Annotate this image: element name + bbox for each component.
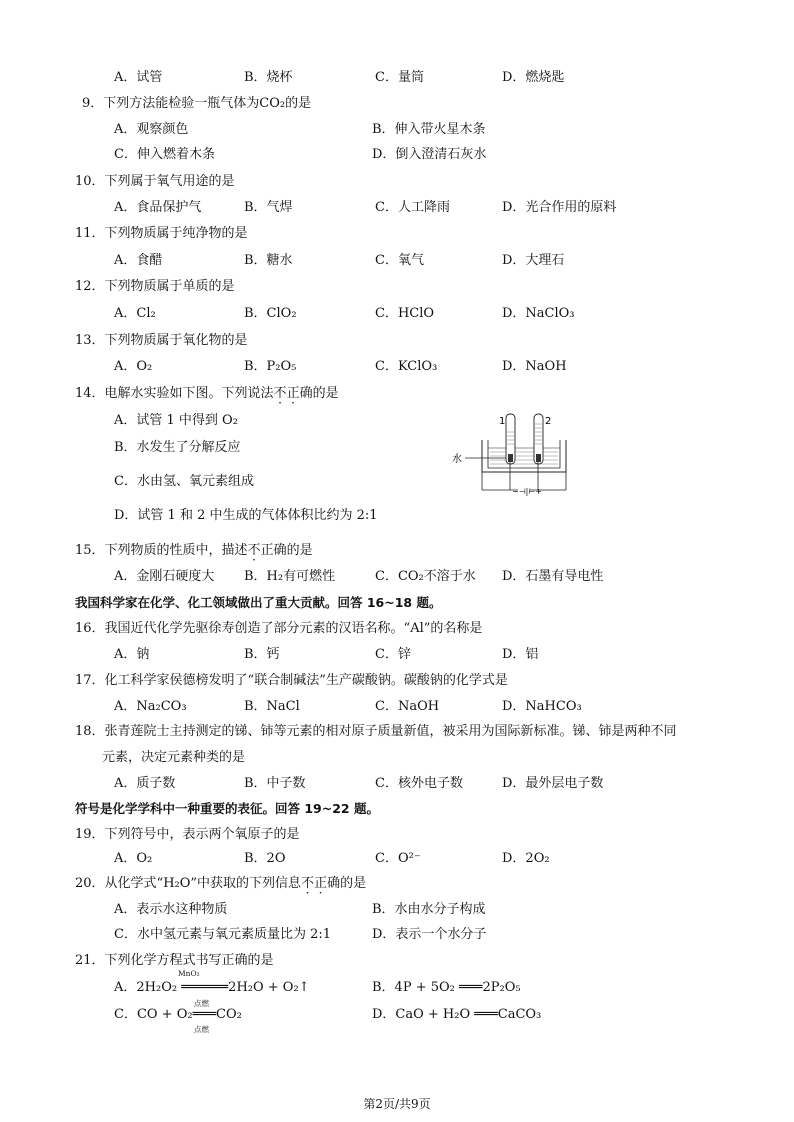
q13-option-c: C．KClO₃: [375, 359, 438, 374]
q8-option-b: B．烧杯: [244, 70, 293, 85]
q16-stem: 16．我国近代化学先驱徐寿创造了部分元素的汉语名称。“Al”的名称是: [75, 621, 483, 636]
q15-option-c: C．CO₂不溶于水: [375, 569, 476, 584]
q10-option-a: A．食品保护气: [114, 200, 202, 215]
q18-option-a: A．质子数: [114, 776, 176, 791]
q10-stem: 10．下列属于氧气用途的是: [75, 174, 235, 189]
q18-option-b: B．中子数: [244, 776, 306, 791]
q10-option-d: D．光合作用的原料: [502, 200, 617, 215]
q12-stem: 12．下列物质属于单质的是: [75, 279, 235, 294]
q17-option-d: D．NaHCO₃: [502, 699, 582, 714]
q21-option-b: B．4P + 5O₂ ═══2P₂O₅: [372, 980, 521, 995]
q20-emphasis-char: 不: [301, 876, 315, 891]
q9-stem: 9．下列方法能检验一瓶气体为CO₂的是: [82, 96, 312, 111]
q15-emphasis-char: 不: [247, 543, 261, 558]
q19-option-d: D．2O₂: [502, 851, 550, 866]
q14-stem: [75, 386, 339, 402]
q16-option-a: A．钠: [114, 647, 150, 662]
q9-option-d: D．倒入澄清石灰水: [372, 147, 487, 162]
page-number: 第2页/共9页: [363, 1097, 431, 1111]
q19-option-c: C．O²⁻: [375, 851, 421, 866]
q8-option-d: D．燃烧匙: [502, 70, 565, 85]
q14-option-b: B．水发生了分解反应: [114, 440, 241, 455]
q8-option-c: C．量筒: [375, 70, 424, 85]
q8-option-a: A．试管: [114, 70, 163, 85]
q21-c-condition-bottom: 点燃: [194, 1025, 209, 1034]
q16-option-d: D．铝: [502, 647, 539, 662]
q17-option-a: A．Na₂CO₃: [114, 699, 187, 714]
q17-option-c: C．NaOH: [375, 699, 440, 714]
q15-option-a: A．金刚石硬度大: [114, 569, 215, 584]
q15-option-b: B．H₂有可燃性: [244, 569, 336, 584]
section-heading: 我国科学家在化学、化工领域做出了重大贡献。回答 16~18 题。: [75, 595, 442, 610]
q15-stem-text: 正确的是: [260, 543, 313, 558]
fig-battery: −⊣|⊢+: [512, 487, 543, 496]
q20-option-b: B．水由水分子构成: [372, 902, 486, 917]
q16-option-c: C．锌: [375, 647, 411, 662]
q11-option-b: B．糖水: [244, 253, 293, 268]
q11-option-a: A．食醋: [114, 253, 163, 268]
q15-stem-text: 15．下列物质的性质中，描述: [75, 543, 248, 558]
q17-option-b: B．NaCl: [244, 699, 300, 714]
q20-stem-text: 20．从化学式“H₂O”中获取的下列信息: [75, 876, 302, 891]
q15-stem: [75, 543, 313, 559]
q10-option-c: C．人工降雨: [375, 200, 450, 215]
q18-option-d: D．最外层电子数: [502, 776, 604, 791]
q21-a-condition: MnO₂: [178, 969, 200, 978]
q19-option-b: B．2O: [244, 851, 286, 866]
section-heading: 符号是化学学科中一种重要的表征。回答 19~22 题。: [75, 801, 379, 816]
q20-stem-text: 确的是: [327, 876, 367, 891]
q19-stem: 19．下列符号中，表示两个氧原子的是: [75, 827, 300, 842]
q13-option-a: A．O₂: [114, 359, 153, 374]
electrolysis-diagram: [448, 410, 573, 500]
q20-emphasis-char: 正: [314, 876, 328, 891]
q12-option-a: A．Cl₂: [114, 306, 156, 321]
q21-option-c: C．CO + O₂═══CO₂: [114, 1007, 242, 1022]
q11-option-c: C．氧气: [375, 253, 424, 268]
q19-option-a: A．O₂: [114, 851, 153, 866]
q12-option-b: B．ClO₂: [244, 306, 297, 321]
q13-option-b: B．P₂O₅: [244, 359, 297, 374]
q12-option-c: C．HClO: [375, 306, 435, 321]
q14-option-c: C．水由氢、氧元素组成: [114, 474, 254, 489]
q13-option-d: D．NaOH: [502, 359, 567, 374]
q14-emphasis-char: 正: [286, 386, 300, 401]
q18-stem-cont: 元素，决定元素种类的是: [102, 750, 246, 765]
q21-option-d: D．CaO + H₂O ═══CaCO₃: [372, 1007, 542, 1022]
q20-stem: [75, 876, 366, 892]
fig-tube2-label: 2: [545, 416, 552, 427]
q9-option-c: C．伸入燃着木条: [114, 147, 215, 162]
q14-option-d: D．试管 1 和 2 中生成的气体体积比约为 2:1: [114, 508, 378, 523]
q21-option-a: A．2H₂O₂ ══════2H₂O + O₂↑: [114, 980, 310, 995]
fig-water-label: 水: [452, 454, 462, 465]
q10-option-b: B．气焊: [244, 200, 293, 215]
q11-stem: 11．下列物质属于纯净物的是: [75, 226, 248, 241]
q14-emphasis-char: 不: [273, 386, 287, 401]
q14-stem-text: 14．电解水实验如下图。下列说法: [75, 386, 274, 401]
q16-option-b: B．钙: [244, 647, 280, 662]
q9-option-a: A．观察颜色: [114, 122, 189, 137]
q14-option-a: A．试管 1 中得到 O₂: [114, 413, 238, 428]
q18-option-c: C．核外电子数: [375, 776, 463, 791]
q20-option-d: D．表示一个水分子: [372, 927, 487, 942]
q17-stem: 17．化工科学家侯德榜发明了“联合制碱法”生产碳酸钠。碳酸钠的化学式是: [75, 673, 508, 688]
q9-option-b: B．伸入带火星木条: [372, 122, 486, 137]
fig-tube1-label: 1: [499, 416, 506, 427]
q11-option-d: D．大理石: [502, 253, 565, 268]
q20-option-c: C．水中氢元素与氧元素质量比为 2:1: [114, 927, 332, 942]
q20-option-a: A．表示水这种物质: [114, 902, 228, 917]
q21-stem: 21．下列化学方程式书写正确的是: [75, 953, 274, 968]
q15-option-d: D．石墨有导电性: [502, 569, 604, 584]
q18-stem: 18．张青莲院士主持测定的锑、铈等元素的相对原子质量新值，被采用为国际新标准。锑、铈是两种不同: [75, 724, 677, 739]
q14-stem-text: 确的是: [299, 386, 339, 401]
q21-c-condition-top: 点燃: [194, 999, 209, 1008]
q13-stem: 13．下列物质属于氧化物的是: [75, 333, 248, 348]
q12-option-d: D．NaClO₃: [502, 306, 575, 321]
